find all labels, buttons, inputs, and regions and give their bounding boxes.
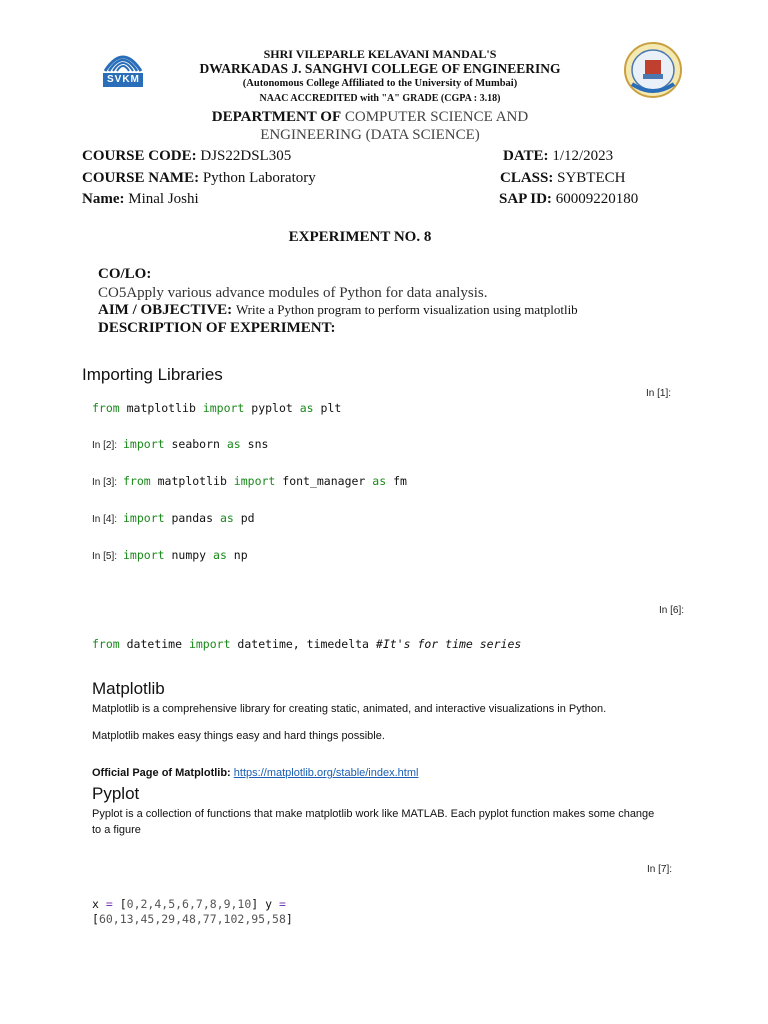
section-matplotlib: Matplotlib bbox=[92, 679, 165, 698]
cell-prompt: In [2]: bbox=[92, 440, 118, 451]
student-name-label: Name: bbox=[82, 191, 125, 207]
matplotlib-tagline: Matplotlib makes easy things easy and hard things possible. bbox=[92, 730, 385, 742]
section-importing-libraries: Importing Libraries bbox=[82, 365, 223, 384]
official-page-label: Official Page of Matplotlib: bbox=[92, 767, 231, 779]
code-operator: = bbox=[278, 897, 286, 911]
code-cell-7-line-1 bbox=[92, 897, 286, 911]
code-keyword: import bbox=[202, 401, 245, 415]
date bbox=[503, 148, 613, 165]
code-keyword: as bbox=[372, 474, 387, 488]
official-page-row bbox=[92, 765, 418, 781]
section-pyplot: Pyplot bbox=[92, 784, 140, 803]
cell-prompt: In [1]: bbox=[646, 388, 672, 399]
code-keyword: import bbox=[123, 437, 165, 451]
code-text: matplotlib bbox=[119, 401, 203, 415]
department-heading bbox=[140, 109, 600, 126]
course-code bbox=[82, 148, 291, 165]
code-text: ] bbox=[285, 912, 293, 926]
description-label: DESCRIPTION OF EXPERIMENT: bbox=[98, 320, 336, 336]
code-text: [ bbox=[112, 897, 127, 911]
aim-row bbox=[98, 302, 578, 319]
department-name-1: COMPUTER SCIENCE AND bbox=[344, 109, 529, 125]
matplotlib-description: Matplotlib is a comprehensive library for creating static, animated, and interactive visualizations in Python. bbox=[92, 703, 607, 715]
code-numbers: 0,2,4,5,6,7,8,9,10 bbox=[126, 897, 252, 911]
colo-label: CO/LO: bbox=[98, 266, 152, 282]
experiment-title: EXPERIMENT NO. 8 bbox=[288, 229, 432, 245]
college-seal-right bbox=[622, 40, 684, 100]
code-text: numpy bbox=[164, 548, 214, 562]
code-text: font_manager bbox=[275, 474, 373, 488]
code-cell-3 bbox=[123, 474, 407, 488]
class-label: CLASS: bbox=[500, 170, 554, 186]
class bbox=[500, 170, 625, 187]
code-text: pyplot bbox=[244, 401, 300, 415]
code-keyword: from bbox=[92, 401, 120, 415]
aim-label: AIM / OBJECTIVE: bbox=[98, 302, 233, 318]
code-text: matplotlib bbox=[150, 474, 234, 488]
code-keyword: import bbox=[123, 548, 165, 562]
student-name-value: Minal Joshi bbox=[128, 191, 199, 207]
code-operator: = bbox=[105, 897, 113, 911]
code-cell-7-line-2 bbox=[92, 912, 293, 926]
header-line-1: SHRI VILEPARLE KELAVANI MANDAL'S bbox=[263, 47, 497, 61]
code-text: x bbox=[92, 897, 106, 911]
colo-text: CO5Apply various advance modules of Python for data analysis. bbox=[98, 285, 488, 301]
sap-id bbox=[499, 191, 638, 208]
code-text: [ bbox=[92, 912, 99, 926]
svkm-logo-icon bbox=[97, 41, 149, 95]
class-value: SYBTECH bbox=[557, 170, 626, 186]
course-code-label: COURSE CODE: bbox=[82, 148, 197, 164]
cell-prompt: In [5]: bbox=[92, 551, 118, 562]
date-value: 1/12/2023 bbox=[552, 148, 614, 164]
matplotlib-docs-link[interactable]: https://matplotlib.org/stable/index.html bbox=[233, 767, 419, 779]
code-text: sns bbox=[240, 437, 269, 451]
cell-prompt: In [4]: bbox=[92, 514, 118, 525]
code-text: plt bbox=[313, 401, 342, 415]
cell-prompt: In [3]: bbox=[92, 477, 118, 488]
code-keyword: from bbox=[123, 474, 151, 488]
department-name-2: ENGINEERING (DATA SCIENCE) bbox=[260, 127, 480, 143]
header-line-4: NAAC ACCREDITED with "A" GRADE (CGPA : 3.18) bbox=[259, 93, 501, 104]
header-college-name: DWARKADAS J. SANGHVI COLLEGE OF ENGINEERING bbox=[199, 61, 561, 76]
code-text: pandas bbox=[164, 511, 220, 525]
college-seal-icon bbox=[622, 40, 684, 100]
aim-text: Write a Python program to perform visualization using matplotlib bbox=[235, 302, 578, 317]
code-comment: #It's for time series bbox=[375, 637, 522, 651]
date-label: DATE: bbox=[503, 148, 549, 164]
code-keyword: from bbox=[92, 637, 120, 651]
code-keyword: as bbox=[299, 401, 314, 415]
sap-id-value: 60009220180 bbox=[555, 191, 639, 207]
code-text: pd bbox=[233, 511, 255, 525]
code-keyword: import bbox=[123, 511, 165, 525]
course-name bbox=[82, 170, 316, 187]
code-cell-1 bbox=[92, 401, 341, 415]
code-numbers: 60,13,45,29,48,77,102,95,58 bbox=[98, 912, 286, 926]
code-text: ] y bbox=[251, 897, 279, 911]
code-text: np bbox=[226, 548, 248, 562]
code-cell-2 bbox=[123, 437, 268, 451]
code-keyword: as bbox=[219, 511, 234, 525]
code-keyword: import bbox=[188, 637, 231, 651]
svkm-logo-text: SVKM bbox=[107, 74, 140, 85]
course-name-value: Python Laboratory bbox=[202, 170, 316, 186]
code-cell-4 bbox=[123, 511, 255, 525]
code-text: datetime, timedelta bbox=[230, 637, 376, 651]
code-keyword: as bbox=[213, 548, 227, 562]
code-keyword: import bbox=[233, 474, 276, 488]
pyplot-description: Pyplot is a collection of functions that make matplotlib work like MATLAB. Each pyplot function makes some change to a figure bbox=[92, 808, 655, 836]
department-label: DEPARTMENT OF bbox=[211, 109, 342, 125]
code-cell-5 bbox=[123, 548, 248, 562]
student-name bbox=[82, 191, 199, 208]
code-keyword: as bbox=[226, 437, 241, 451]
course-code-value: DJS22DSL305 bbox=[200, 148, 292, 164]
cell-prompt: In [6]: bbox=[659, 605, 685, 616]
course-name-label: COURSE NAME: bbox=[82, 170, 200, 186]
code-text: datetime bbox=[119, 637, 189, 651]
code-text: fm bbox=[386, 474, 407, 488]
college-logo-left bbox=[97, 41, 149, 95]
code-text: seaborn bbox=[164, 437, 227, 451]
header-line-3: (Autonomous College Affiliated to the University of Mumbai) bbox=[242, 78, 518, 89]
cell-prompt: In [7]: bbox=[647, 864, 673, 875]
code-cell-6 bbox=[92, 637, 521, 651]
sap-id-label: SAP ID: bbox=[499, 191, 552, 207]
